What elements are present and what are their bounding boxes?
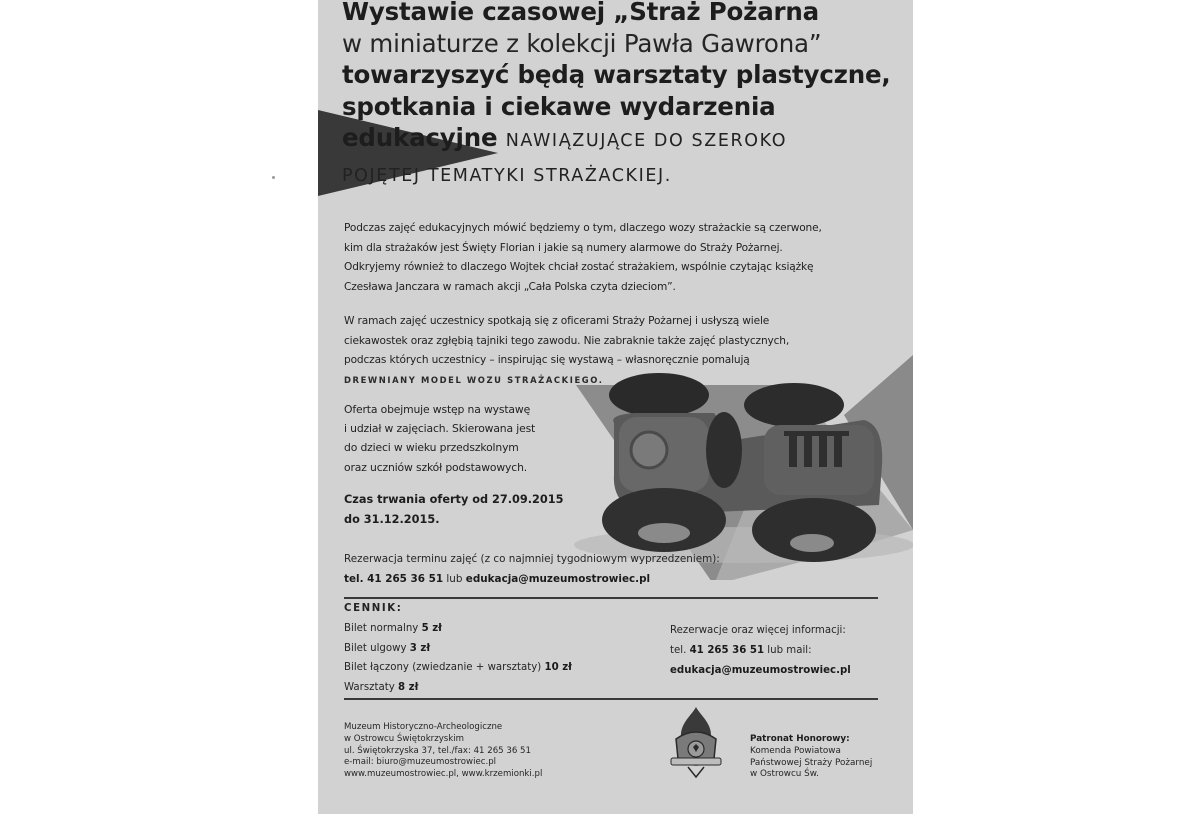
contact-phone[interactable]: 41 265 36 51 <box>689 644 765 656</box>
headline-caps: NAWIĄZUJĄCE DO SZEROKO <box>505 131 788 151</box>
reservation-phone[interactable]: tel. 41 265 36 51 <box>344 573 444 585</box>
flyer-page <box>318 0 913 814</box>
price-item: Bilet normalny 5 zł <box>344 623 442 634</box>
intro-paragraph <box>344 219 822 297</box>
paragraph-line: Podczas zajęć edukacyjnych mówić będziemy o tym, dlaczego wozy strażackie są czerwone, <box>344 222 822 234</box>
paragraph-line: Oferta obejmuje wstęp na wystawę <box>344 403 531 416</box>
scan-speck <box>272 176 275 179</box>
activities-paragraph <box>344 312 789 390</box>
paragraph-line: i udział w zajęciach. Skierowana jest <box>344 422 536 436</box>
paragraph-caps: DREWNIANY MODEL WOZU STRAŻACKIEGO. <box>344 374 604 385</box>
pricing-list <box>344 619 572 697</box>
reservation-info <box>344 549 720 589</box>
duration-line: do 31.12.2015. <box>344 513 440 526</box>
paragraph-line: W ramach zajęć uczestnicy spotkają się z oficerami Straży Pożarnej i usłyszą wiele <box>344 315 770 327</box>
divider <box>344 597 878 599</box>
headline-caps: POJĘTEJ TEMATYKI STRAŻACKIEJ. <box>342 165 672 186</box>
museum-email[interactable]: e-mail: biuro@muzeumostrowiec.pl <box>344 757 497 768</box>
contact-label: Rezerwacje oraz więcej informacji: <box>670 625 846 636</box>
paragraph-line: Odkryjemy również to dlaczego Wojtek chciał zostać strażakiem, wspólnie czytając książkę <box>344 261 814 274</box>
contact-info: Rezerwacje oraz więcej informacji: tel. 41 265 36 51 lub mail: edukacja@muzeumostrowiec.pl <box>670 621 851 680</box>
headline-line: w miniaturze z kolekcji Pawła Gawrona” <box>342 28 822 58</box>
paragraph-line: ciekawostek oraz zgłębią tajniki tego zawodu. Nie zabraknie także zajęć plastycznych, <box>344 334 790 347</box>
paragraph-line: kim dla strażaków jest Święty Florian i jakie są numery alarmowe do Straży Pożarnej. <box>344 241 783 254</box>
contact-email-link[interactable]: edukacja@muzeumostrowiec.pl <box>670 664 851 676</box>
reservation-email-link[interactable]: edukacja@muzeumostrowiec.pl <box>465 573 651 585</box>
paragraph-line: oraz uczniów szkół podstawowych. <box>344 460 528 474</box>
price-item: Bilet ulgowy 3 zł <box>344 642 431 654</box>
price-item: Bilet łączony (zwiedzanie + warsztaty) 10 zł <box>344 662 572 673</box>
fire-service-emblem-icon <box>668 705 724 781</box>
paragraph-line: podczas których uczestnicy – inspirując się wystawą – własnoręcznie pomalują <box>344 354 750 367</box>
divider <box>344 698 878 700</box>
pricing-title: CENNIK: <box>344 603 403 614</box>
price-item: Warsztaty 8 zł <box>344 681 419 693</box>
museum-websites[interactable]: www.muzeumostrowiec.pl, www.krzemionki.pl <box>344 769 543 780</box>
offer-paragraph <box>344 400 535 477</box>
offer-duration <box>344 490 564 530</box>
paragraph-line: do dzieci w wieku przedszkolnym <box>344 441 519 455</box>
paragraph-line: Czesława Janczara w ramach akcji „Cała Polska czyta dzieciom”. <box>344 280 676 293</box>
reservation-label: Rezerwacja terminu zajęć (z co najmniej tygodniowym wyprzedzeniem): <box>344 553 720 565</box>
headline-line: edukacyjne <box>342 123 498 152</box>
reservation-or: lub <box>446 573 463 585</box>
museum-address: Muzeum Historyczno-Archeologiczne w Ostrowcu Świętokrzyskim ul. Świętokrzyska 37, tel./fax: 41 265 36 51 e-mail: biuro@muzeumostrowiec.pl www.muzeumostrowiec.pl, www.krzemionki.pl <box>344 722 543 780</box>
duration-line: Czas trwania oferty od 27.09.2015 <box>344 493 564 506</box>
headline-line: spotkania i ciekawe wydarzenia <box>342 91 776 121</box>
headline-line: towarzyszyć będą warsztaty plastyczne, <box>342 60 891 89</box>
honorary-patron: Patronat Honorowy: Komenda Powiatowa Państwowej Straży Pożarnej w Ostrowcu Św. <box>750 734 873 780</box>
headline-line: Wystawie czasowej „Straż Pożarna <box>342 0 820 26</box>
headline <box>342 0 902 195</box>
